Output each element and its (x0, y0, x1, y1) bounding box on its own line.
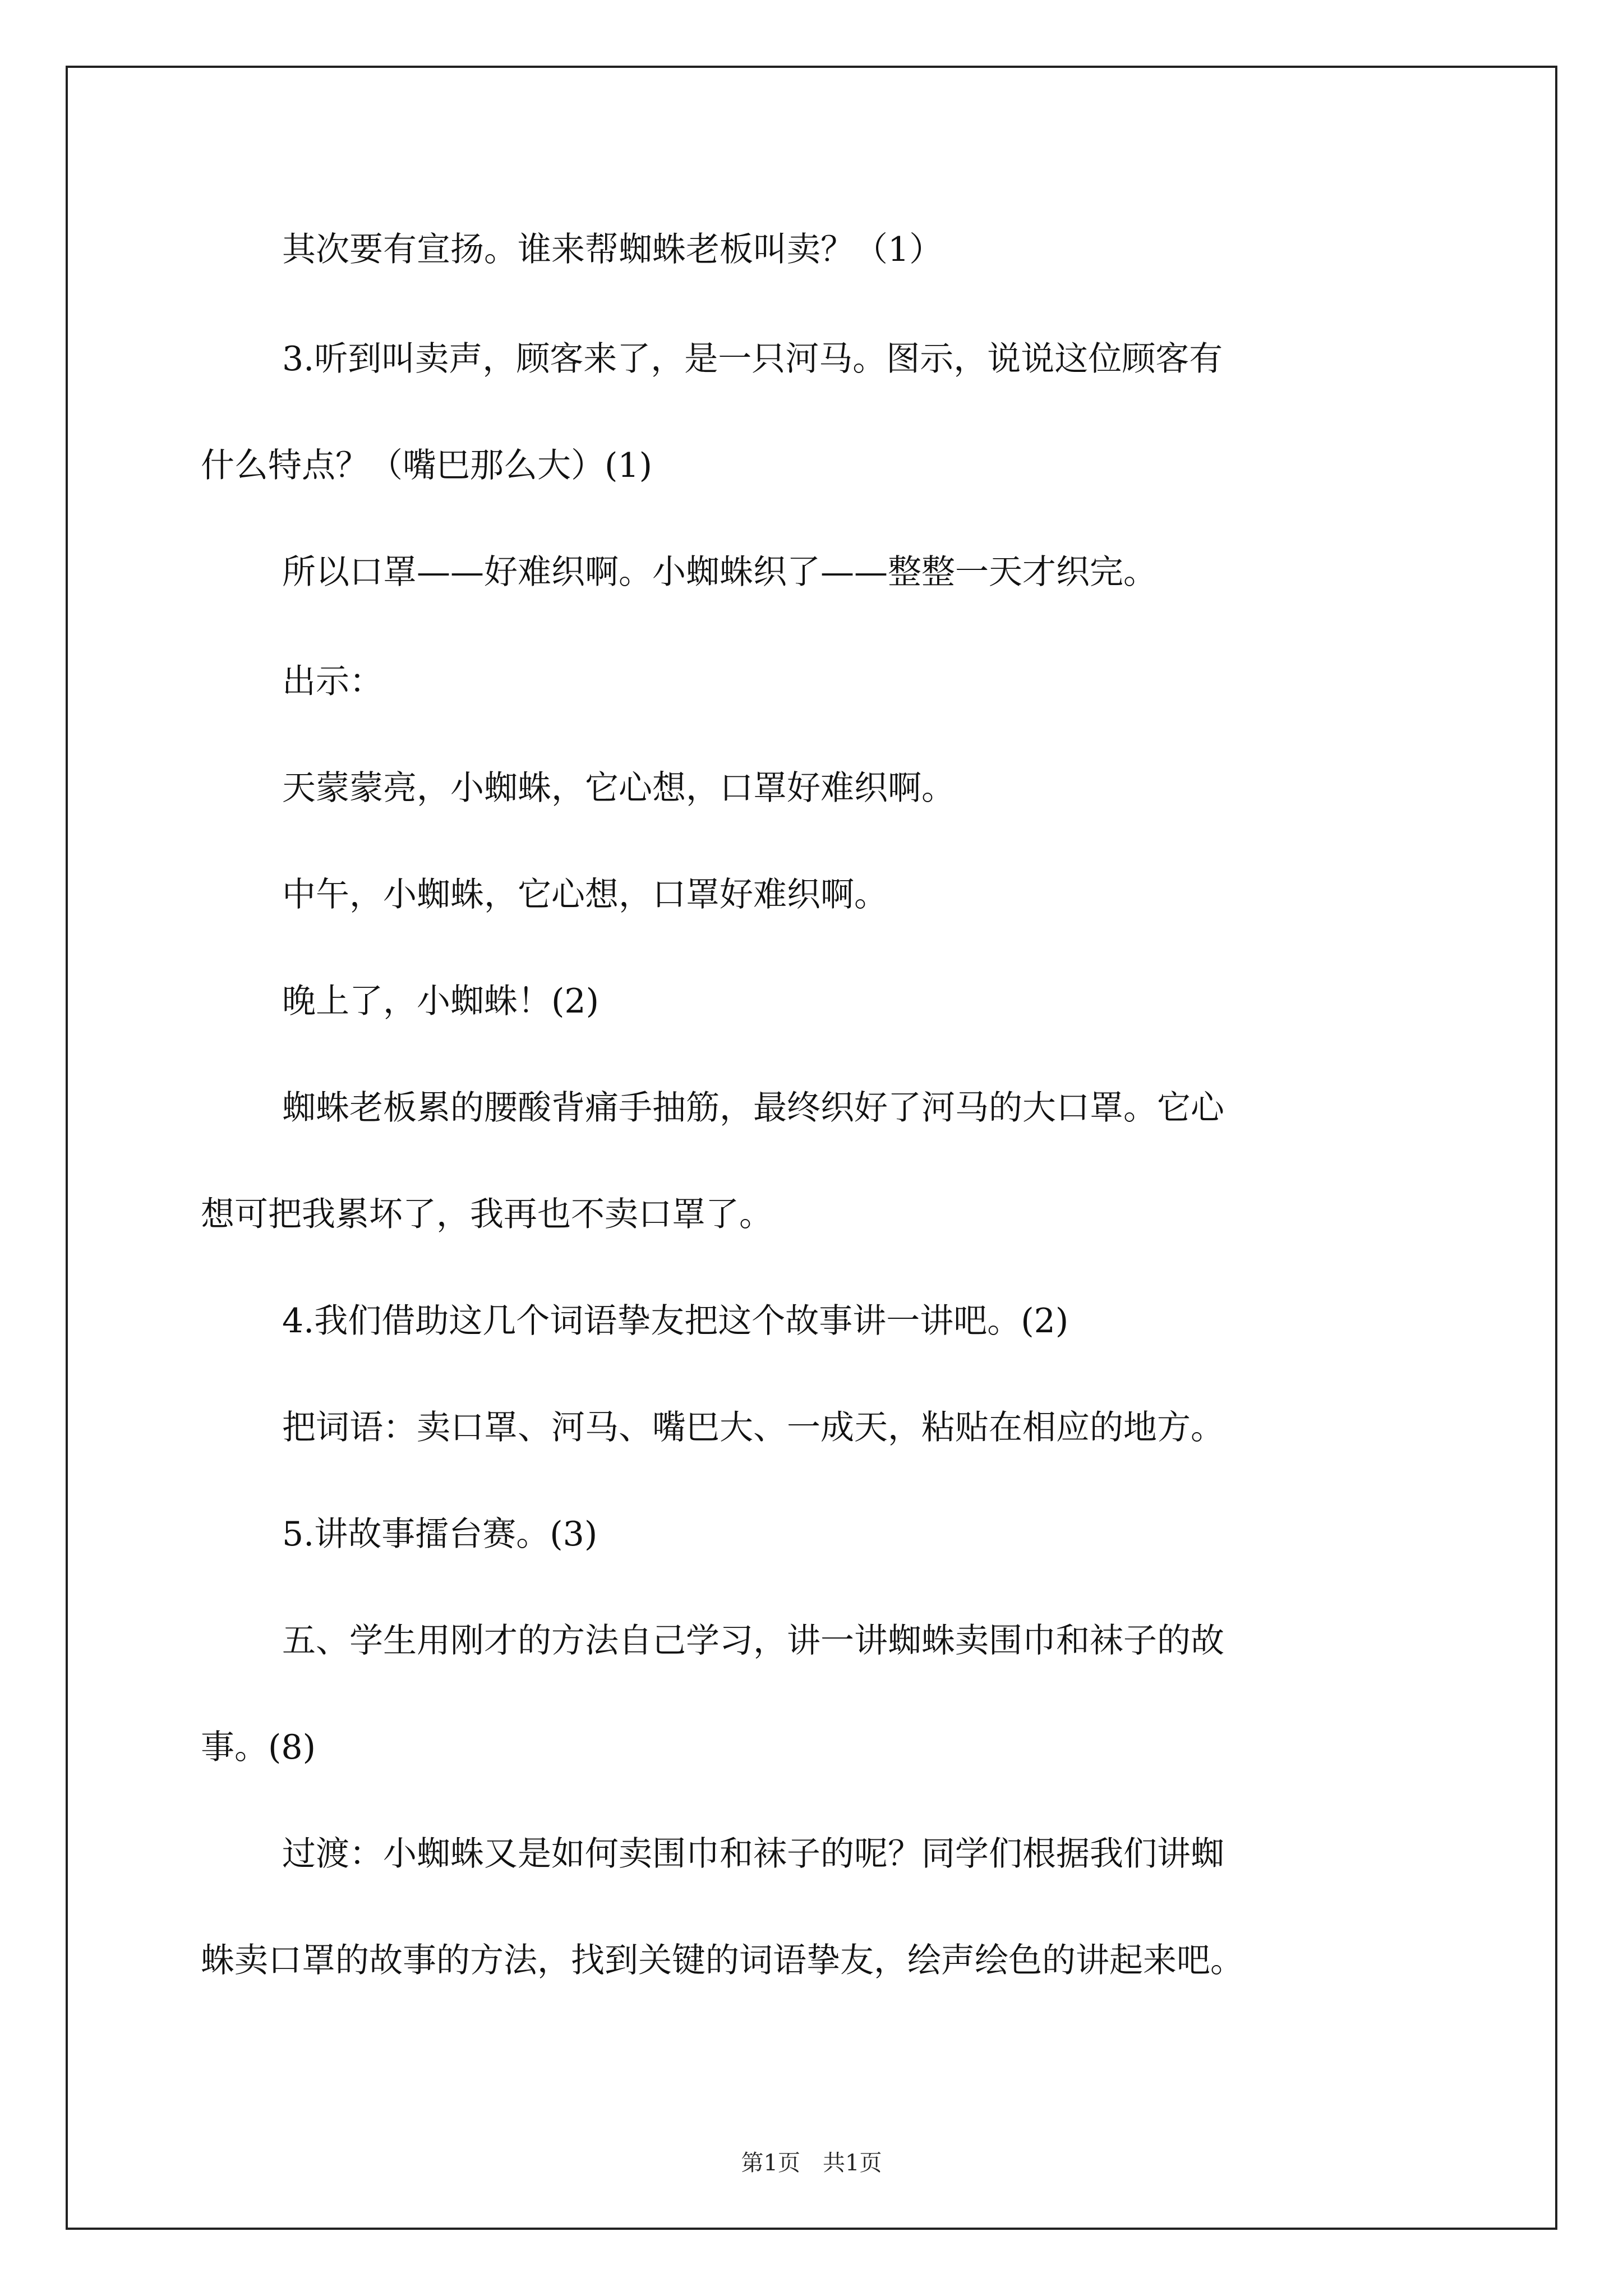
paragraph-line: 5.讲故事擂台赛。(3) (282, 1515, 598, 1554)
paragraph-line: 事。(8) (201, 1728, 316, 1767)
paragraph-line: 天蒙蒙亮，小蜘蛛，它心想，口罩好难织啊。 (282, 769, 955, 808)
paragraph-line: 想可把我累坏了，我再也不卖口罩了。 (201, 1195, 773, 1234)
paragraph-line: 把词语：卖口罩、河马、嘴巴大、一成天，粘贴在相应的地方。 (282, 1408, 1224, 1447)
paragraph-line: 中午，小蜘蛛，它心想，口罩好难织啊。 (282, 875, 888, 914)
page-border (66, 66, 1557, 2230)
paragraph-line: 五、学生用刚才的方法自己学习，讲一讲蜘蛛卖围巾和袜子的故 (282, 1621, 1224, 1660)
paragraph-line: 4.我们借助这几个词语挚友把这个故事讲一讲吧。(2) (282, 1301, 1069, 1341)
paragraph-line: 所以口罩——好难织啊。小蜘蛛织了——整整一天才织完。 (282, 553, 1157, 592)
paragraph-line: 过渡：小蜘蛛又是如何卖围巾和袜子的呢？同学们根据我们讲蜘 (282, 1834, 1224, 1874)
paragraph-line: 什么特点？（嘴巴那么大）(1) (201, 446, 652, 485)
paragraph-line: 蛛卖口罩的故事的方法，找到关键的词语挚友，绘声绘色的讲起来吧。 (201, 1941, 1244, 1980)
paragraph-line: 其次要有宣扬。谁来帮蜘蛛老板叫卖？（1） (282, 230, 943, 269)
page-footer: 第1页 共1页 (741, 2150, 882, 2176)
paragraph-line: 3.听到叫卖声，顾客来了，是一只河马。图示，说说这位顾客有 (282, 339, 1223, 379)
paragraph-line: 出示： (282, 662, 383, 701)
paragraph-line: 蜘蛛老板累的腰酸背痛手抽筋，最终织好了河马的大口罩。它心 (282, 1088, 1224, 1128)
paragraph-line: 晚上了，小蜘蛛！(2) (282, 982, 599, 1021)
